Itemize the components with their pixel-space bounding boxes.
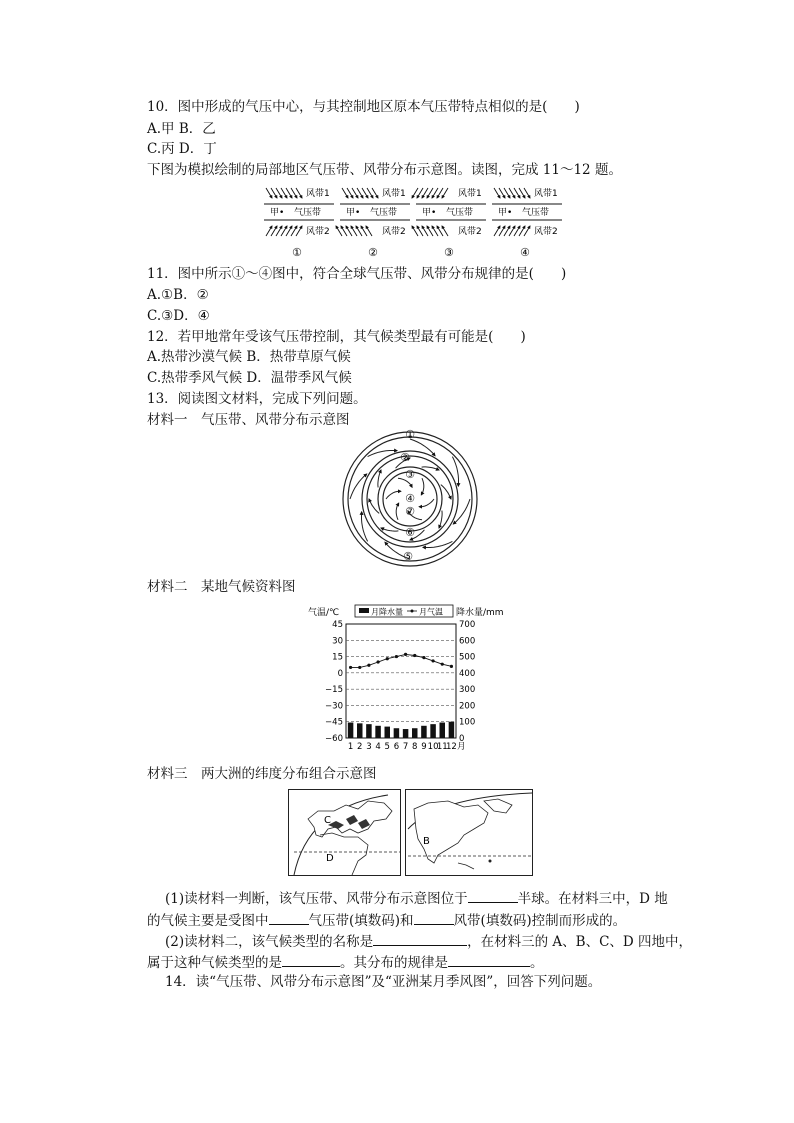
intro-11-12: 下图为模拟绘制的局部地区气压带、风带分布示意图。读图，完成 11～12 题。	[147, 162, 622, 178]
month-tick-label: 12	[446, 742, 457, 752]
precip-bar-10	[430, 724, 436, 738]
material-3-title: 材料三 两大洲的纬度分布组合示意图	[147, 766, 377, 782]
pressure-belt-label: 气压带	[294, 208, 322, 218]
sub2-text-d: 。其分布的规律是	[340, 955, 448, 971]
q13-sub2-line1	[165, 931, 692, 951]
pressure-belt-label: 气压带	[446, 208, 474, 218]
panel-1	[264, 187, 334, 259]
q14-stem: 14．读“气压带、风带分布示意图”及“亚洲某月季风图”，回答下列问题。	[165, 974, 602, 990]
right-tick-label: 200	[459, 701, 476, 712]
wind-arrow	[386, 491, 401, 499]
q10-options-cd: C.丙 D．丁	[147, 141, 217, 157]
temp-point-1	[349, 666, 352, 669]
answer-blank-pattern[interactable]	[448, 952, 530, 967]
answer-blank-pressure-belt[interactable]	[269, 910, 309, 925]
right-axis-title: 降水量/mm	[456, 608, 504, 618]
panel-number-label: ②	[368, 246, 378, 259]
circle-label: ③	[405, 468, 415, 481]
answer-blank-climate-name[interactable]	[373, 931, 467, 946]
month-tick-label: 10	[427, 742, 439, 752]
wind-arrow	[423, 541, 453, 547]
precip-bar-12	[449, 722, 455, 738]
wind-arrow	[452, 457, 458, 487]
q10-stem: 10．图中形成的气压中心，与其控制地区原本气压带特点相似的是( )	[147, 99, 580, 115]
wind-arrow	[396, 503, 399, 520]
precip-bar-8	[412, 728, 418, 738]
sub1-text-a: (1)读材料一判断，该气压带、风带分布示意图位于	[165, 891, 468, 907]
temp-point-9	[422, 656, 425, 659]
panel-number-label: ①	[292, 246, 302, 259]
legend-bar-swatch	[359, 608, 369, 613]
q13-stem: 13．阅读图文材料，完成下列问题。	[147, 391, 367, 407]
panel-3	[412, 187, 486, 259]
left-tick-label: −45	[325, 717, 343, 728]
wind-belt-1-label: 风带1	[306, 189, 330, 199]
point-jia-label: 甲•	[346, 208, 361, 218]
circle-label: ④	[405, 492, 415, 505]
temp-point-5	[386, 657, 389, 660]
q12-stem: 12．若甲地常年受该气压带控制，其气候类型最有可能是( )	[147, 329, 526, 345]
month-tick-label: 2	[357, 742, 363, 752]
pressure-belt-label: 气压带	[370, 208, 398, 218]
point-jia-label: 甲•	[498, 208, 513, 218]
sub1-text-e: 风带(填数码)控制而形成的。	[453, 913, 627, 929]
temp-point-4	[376, 660, 379, 663]
precip-bar-2	[357, 723, 363, 738]
left-axis-title: 气温/℃	[308, 608, 340, 618]
right-tick-label: 100	[459, 717, 476, 728]
circle-label: ①	[405, 428, 415, 441]
precip-bar-6	[394, 728, 400, 738]
month-tick-label: 8	[412, 742, 418, 752]
precip-bar-4	[375, 726, 381, 738]
month-tick-label: 6	[393, 742, 400, 752]
q12-options-cd: C.热带季风气候 D．温带季风气候	[147, 370, 352, 386]
temp-point-8	[413, 654, 416, 657]
precip-bar-9	[421, 726, 427, 738]
plot-frame	[346, 624, 456, 738]
right-tick-label: 500	[459, 652, 476, 663]
wind-arrow	[419, 499, 434, 507]
temp-point-7	[404, 653, 407, 656]
left-tick-label: 15	[332, 652, 343, 663]
continent-latitude-maps	[288, 789, 534, 877]
legend-line-swatch	[411, 610, 414, 613]
right-tick-label: 0	[459, 734, 465, 744]
temp-point-3	[367, 664, 370, 667]
left-tick-label: 0	[337, 668, 343, 679]
circle-label: ⑤	[403, 550, 413, 563]
map-label-b: B	[423, 836, 430, 847]
pressure-belt-label: 气压带	[522, 208, 550, 218]
pressure-wind-circle-diagram	[336, 427, 486, 572]
temp-point-10	[431, 659, 434, 662]
pressure-wind-panels-figure	[262, 184, 562, 262]
month-tick-label: 4	[375, 742, 381, 752]
q10-options-ab: A.甲 B．乙	[147, 121, 216, 137]
legend-precip-label: 月降水量	[371, 607, 403, 617]
sub2-text-c: 属于这种气候类型的是	[147, 955, 282, 971]
panel-number-label: ③	[444, 246, 454, 259]
sub1-text-d: 气压带(填数码)和	[308, 913, 414, 929]
wind-arrow	[368, 451, 398, 457]
circle-label: ⑦	[405, 505, 415, 518]
circle-label: ⑥	[405, 526, 415, 539]
panel-number-label: ④	[520, 246, 530, 259]
precip-bar-11	[440, 723, 446, 738]
wind-arrow	[362, 512, 368, 542]
temp-point-12	[450, 665, 453, 668]
temp-point-2	[358, 666, 361, 669]
wind-arrow	[421, 478, 424, 495]
wind-arrow	[422, 467, 439, 470]
precip-bar-7	[403, 729, 409, 738]
wind-belt-1-label: 风带1	[534, 189, 558, 199]
wind-belt-2-label: 风带2	[382, 227, 406, 237]
material-2-title: 材料二 某地气候资料图	[147, 579, 296, 595]
answer-blank-wind-belt[interactable]	[414, 910, 454, 925]
q13-sub1-line1	[165, 888, 668, 908]
answer-blank-hemisphere[interactable]	[468, 888, 518, 903]
month-tick-label: 1	[347, 742, 354, 752]
panel-4	[492, 187, 562, 259]
x-axis-title: 月	[457, 742, 466, 752]
wind-belt-1-label: 风带1	[382, 189, 406, 199]
sub1-text-c: 的气候主要是受图中	[147, 913, 269, 929]
month-tick-label: 3	[366, 742, 372, 752]
panel-2	[336, 187, 410, 259]
precip-bar-1	[348, 723, 354, 738]
right-tick-label: 700	[459, 620, 476, 630]
temp-point-11	[441, 663, 444, 666]
left-tick-label: 30	[332, 636, 343, 647]
temp-point-6	[395, 655, 398, 658]
right-tick-label: 400	[459, 668, 476, 679]
answer-blank-location[interactable]	[282, 952, 340, 967]
month-tick-label: 7	[402, 742, 409, 752]
wind-arrow	[378, 470, 381, 487]
sub1-text-b: 半球。在材料三中，D 地	[517, 891, 668, 907]
month-tick-label: 5	[384, 742, 390, 752]
wind-belt-2-label: 风带2	[306, 227, 330, 237]
precip-bar-3	[366, 724, 372, 738]
sub2-text-e: 。	[530, 955, 544, 971]
right-tick-label: 600	[459, 636, 476, 647]
precip-bar-5	[385, 727, 391, 738]
legend-temp-label: 月气温	[419, 607, 443, 617]
point-jia-label: 甲•	[422, 208, 437, 218]
q11-options-cd: C.③D．④	[147, 308, 210, 324]
right-tick-label: 300	[459, 685, 476, 696]
sub2-text-b: ，在材料三的 A、B、C、D 四地中，	[467, 934, 693, 950]
left-tick-label: −15	[325, 685, 343, 696]
wind-belt-1-label: 风带1	[458, 189, 482, 199]
sub2-text-a: (2)读材料二，该气候类型的名称是	[165, 934, 374, 950]
left-tick-label: −60	[325, 734, 343, 744]
q13-sub2-line2	[147, 952, 544, 972]
left-tick-label: 45	[332, 620, 343, 630]
left-tick-label: −30	[325, 701, 343, 712]
wind-arrow	[381, 528, 398, 531]
month-tick-label: 11	[436, 742, 448, 752]
wind-belt-2-label: 风带2	[458, 227, 482, 237]
wind-belt-2-label: 风带2	[534, 227, 558, 237]
q12-options-ab: A.热带沙漠气候 B．热带草原气候	[147, 349, 351, 365]
point-jia-label: 甲•	[270, 208, 285, 218]
map-label-d: D	[326, 853, 334, 864]
material-1-title: 材料一 气压带、风带分布示意图	[147, 412, 350, 428]
climate-chart	[306, 600, 522, 756]
circle-label: ②	[400, 451, 410, 464]
q11-stem: 11．图中所示①～④图中，符合全球气压带、风带分布规律的是( )	[147, 266, 567, 282]
month-tick-label: 9	[421, 742, 427, 752]
wind-arrow	[439, 511, 442, 528]
q11-options-ab: A.①B．②	[147, 287, 209, 303]
map-label-c: C	[324, 815, 331, 826]
q13-sub1-line2	[147, 910, 626, 930]
